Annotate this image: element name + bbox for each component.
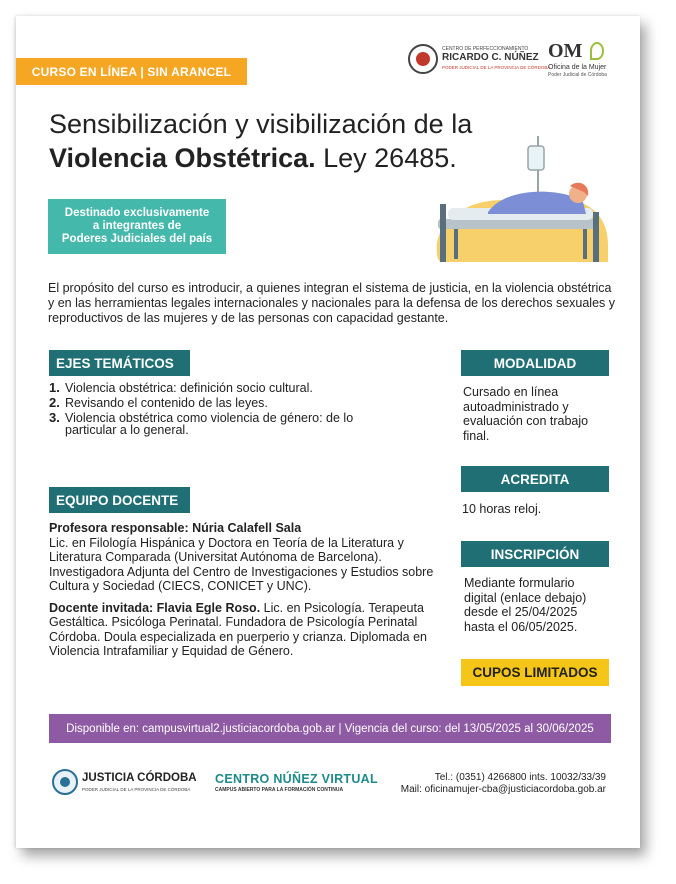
target-line2: a integrantes de — [92, 220, 182, 232]
iv-bag-icon — [528, 146, 544, 170]
course-title-law: Ley 26485. — [315, 143, 457, 173]
course-title-line1: Sensibilización y visibilización de la — [49, 109, 473, 139]
justicia-cordoba-logo-line1: JUSTICIA CÓRDOBA — [82, 772, 197, 784]
list-item-number: 1. — [49, 380, 60, 395]
modalidad-heading: MODALIDAD — [461, 350, 609, 376]
list-item — [49, 382, 379, 394]
invitada-label: Docente invitada: Flavia Egle Roso. — [49, 600, 261, 615]
modalidad-text: Cursado en línea autoadministrado y evaluación con trabajo final. — [463, 385, 589, 443]
list-item-text: Violencia obstétrica: definición socio cultural. — [65, 381, 313, 395]
oficina-mujer-mark: OM — [548, 40, 583, 62]
inscripcion-text: Mediante formulario digital (enlace debajo) desde el 25/04/2025 hasta el 06/05/2025. — [464, 576, 587, 634]
course-title-line2 — [49, 143, 457, 174]
centro-nunez-logo-line1: CENTRO DE PERFECCIONAMIENTO — [442, 46, 529, 52]
list-item — [49, 397, 379, 409]
responsable-paragraph — [49, 521, 434, 594]
course-title-bold: Violencia Obstétrica. — [49, 143, 316, 173]
centro-nunez-virtual-logo — [215, 772, 385, 798]
ejes-tematicos-heading: EJES TEMÁTICOS — [49, 350, 190, 376]
centro-nunez-logo-line2: RICARDO C. NÚÑEZ — [442, 52, 539, 63]
centro-nunez-virtual-line2: CAMPUS ABIERTO PARA LA FORMACIÓN CONTINUA — [215, 787, 344, 793]
list-item-number: 3. — [49, 410, 60, 425]
target-audience-box — [48, 199, 226, 254]
oficina-mujer-logo-line2: Poder Judicial de Córdoba — [548, 72, 607, 78]
course-type-tag: CURSO EN LÍNEA | SIN ARANCEL — [16, 58, 247, 85]
equipo-docente-text — [49, 521, 434, 666]
bed-leg-left — [454, 229, 458, 259]
oficina-mujer-logo — [546, 40, 612, 80]
centro-nunez-seal-icon — [408, 44, 438, 74]
contact-email: Mail: oficinamujer-cba@justiciacordoba.gob.ar — [400, 784, 606, 795]
equipo-docente-heading: EQUIPO DOCENTE — [49, 487, 190, 513]
list-item-number: 2. — [49, 395, 60, 410]
availability-bar: Disponible en: campusvirtual2.justiciacordoba.gob.ar | Vigencia del curso: del 13/05/2025 al 30/06/2025 — [49, 714, 611, 743]
bed-footboard — [593, 212, 599, 262]
justicia-cordoba-logo-line2: PODER JUDICIAL DE LA PROVINCIA DE CÓRDOBA — [82, 787, 191, 792]
list-item-text: Violencia obstétrica como violencia de género: de lo particular a lo general. — [65, 411, 354, 437]
centro-nunez-logo — [408, 44, 551, 76]
justicia-cordoba-seal-icon — [52, 769, 78, 795]
course-intro-paragraph: El propósito del curso es introducir, a quienes integran el sistema de justicia, en la violencia obstétrica y en las herramientas legales internacionales y nacionales para la defensa de los derechos sexuales y reproductivos de las mujeres y de las personas con capacidad gestante. — [48, 281, 616, 325]
centro-nunez-logo-line3: PODER JUDICIAL DE LA PROVINCIA DE CÓRDOBA — [442, 65, 551, 70]
invitada-paragraph — [49, 601, 434, 659]
ejes-tematicos-list — [49, 382, 379, 439]
contact-info — [401, 772, 606, 796]
responsable-label: Profesora responsable: Núria Calafell Sala — [49, 521, 302, 535]
bed-headboard — [440, 204, 446, 262]
target-line1: Destinado exclusivamente — [64, 207, 210, 219]
responsable-bio: Lic. en Filología Hispánica y Doctora en Teoría de la Literatura y Literatura Comparada (Universitat Autónoma de Barcelona). Investigadora Adjunta del Centro de Investigaciones y Estudios sobre Cultura y Sociedad (CIECS, CONICET y UNC). — [49, 535, 434, 593]
centro-nunez-virtual-line1: CENTRO NÚÑEZ VIRTUAL — [215, 772, 378, 786]
bed-leg-right — [583, 229, 587, 259]
invitada-bio: Lic. en Psicología. Terapeuta Gestáltica. Psicóloga Perinatal. Fundadora de Psicología Perinatal Córdoba. Doula especializada en puerperio y crianza. Diplomada en Violencia Intrafamiliar y Equidad de Género. — [49, 600, 428, 658]
justicia-cordoba-logo — [52, 768, 202, 798]
acredita-heading: ACREDITA — [461, 466, 609, 492]
contact-phone: Tel.: (0351) 4266800 ints. 10032/33/39 — [434, 772, 606, 783]
acredita-text: 10 horas reloj. — [462, 502, 542, 516]
bed-frame — [438, 219, 598, 229]
oficina-mujer-leaf-icon — [590, 42, 604, 60]
hospital-bed-illustration — [418, 134, 614, 276]
target-line3: Poderes Judiciales del país — [61, 233, 213, 245]
cupos-limitados-badge: CUPOS LIMITADOS — [461, 659, 609, 686]
flyer-page — [16, 16, 640, 848]
list-item-text: Revisando el contenido de las leyes. — [65, 396, 268, 410]
inscripcion-heading: INSCRIPCIÓN — [461, 541, 609, 567]
oficina-mujer-logo-line1: Oficina de la Mujer — [548, 64, 607, 71]
list-item — [49, 412, 379, 436]
